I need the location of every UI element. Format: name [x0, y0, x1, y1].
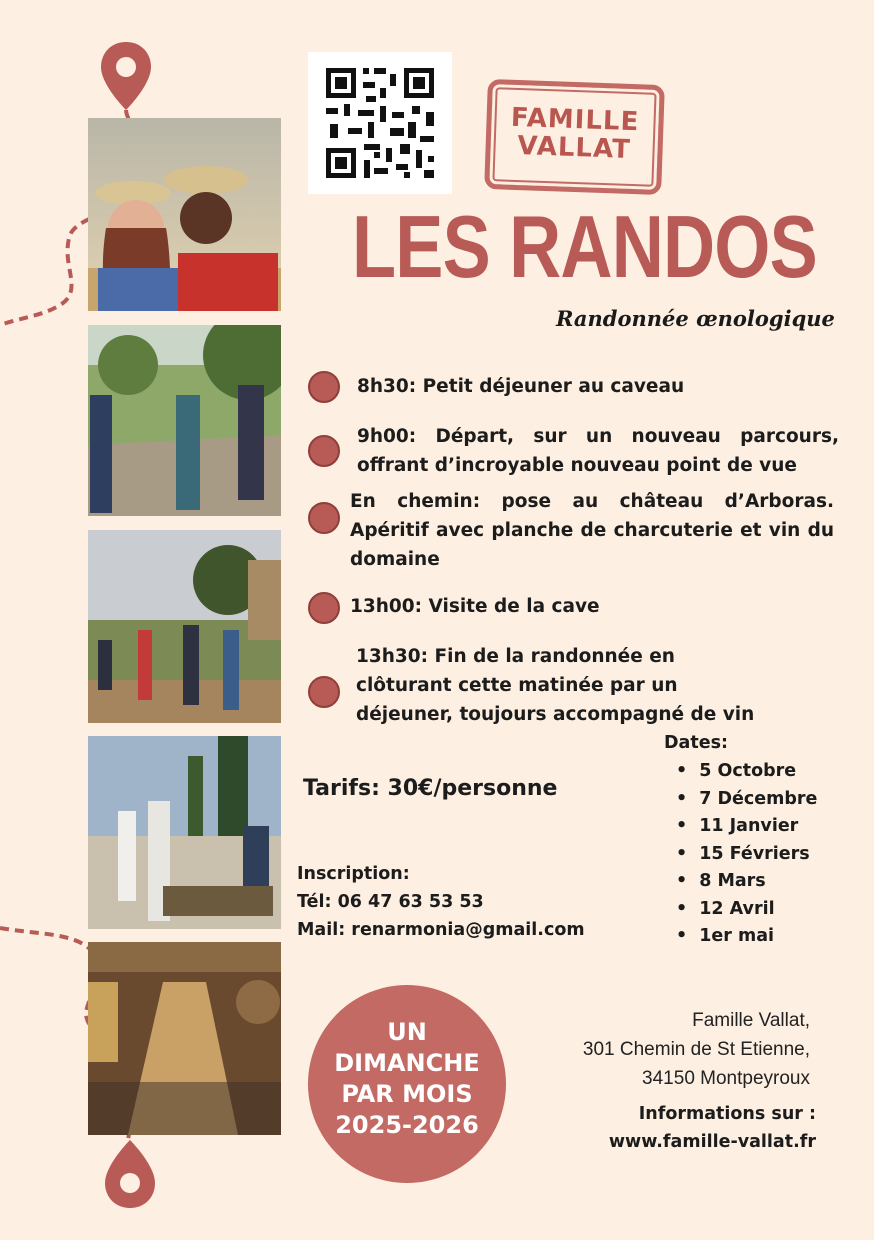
page-title: LES RANDOS [352, 197, 817, 296]
badge-line4: 2025-2026 [335, 1111, 479, 1139]
info-label: Informations sur : [638, 1104, 816, 1124]
logo-line2: VALLAT [516, 131, 632, 165]
dates-list [676, 758, 817, 951]
date-item: • 1er mai [676, 923, 817, 951]
famille-vallat-logo [484, 79, 665, 195]
date-item: • 8 Mars [676, 868, 817, 896]
bullet-dot [308, 676, 340, 708]
address-name: Famille Vallat, [692, 1010, 810, 1031]
bullet-dot [308, 502, 340, 534]
tarifs: Tarifs: 30€/personne [303, 776, 558, 801]
monthly-badge [308, 985, 506, 1183]
logo-line1: FAMILLE [510, 102, 640, 138]
program-step: 8h30: Petit déjeuner au caveau [357, 376, 685, 397]
address-city: 34150 Montpeyroux [642, 1068, 810, 1089]
qr-code[interactable] [308, 52, 452, 194]
inscription-phone[interactable]: Tél: 06 47 63 53 53 [297, 892, 484, 912]
badge-line1: UN [387, 1018, 427, 1046]
date-item: • 7 Décembre [676, 786, 817, 814]
bullet-dot [308, 592, 340, 624]
date-item: • 15 Févriers [676, 841, 817, 869]
program-step: 13h00: Visite de la cave [350, 596, 600, 617]
photo-hikers-path [88, 325, 281, 516]
badge-line3: PAR MOIS [341, 1080, 473, 1108]
dates-heading: Dates: [664, 733, 728, 753]
photo-aperitif [88, 736, 281, 929]
map-pin-icon [98, 40, 154, 112]
bullet-dot [308, 435, 340, 467]
photo-selfie [88, 118, 281, 311]
program-step: 13h30: Fin de la randonnée en clôturant cette matinée par un déjeuner, toujours accompagné de vin [356, 646, 755, 725]
photo-cellar-table [88, 942, 281, 1135]
website-link[interactable]: www.famille-vallat.fr [608, 1132, 816, 1152]
date-item: • 12 Avril [676, 896, 817, 924]
inscription-heading: Inscription: [297, 864, 410, 884]
program-step: 9h00: Départ, sur un nouveau parcours, offrant d’incroyable nouveau point de vue [357, 426, 839, 476]
page-subtitle: Randonnée œnologique [556, 306, 835, 331]
inscription-email[interactable]: Mail: renarmonia@gmail.com [297, 920, 585, 940]
program-step: En chemin: pose au château d’Arboras. Apéritif avec planche de charcuterie et vin du domaine [350, 491, 834, 570]
date-item: • 5 Octobre [676, 758, 817, 786]
photo-group-hike [88, 530, 281, 723]
address-street: 301 Chemin de St Etienne, [582, 1039, 810, 1060]
bullet-dot [308, 371, 340, 403]
badge-line2: DIMANCHE [334, 1049, 480, 1077]
map-pin-icon [102, 1138, 158, 1210]
date-item: • 11 Janvier [676, 813, 817, 841]
